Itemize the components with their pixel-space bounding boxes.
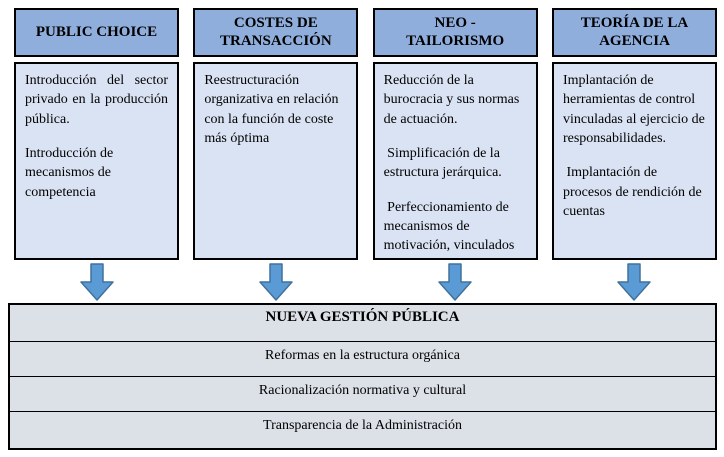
result-table-row: Reformas en la estructura orgánica [10, 342, 715, 377]
column-costes-de-transaccion [193, 8, 358, 260]
column-teoria-de-la-agencia [552, 8, 717, 260]
column-body-teoria-de-la-agencia [552, 62, 717, 260]
body-paragraph: Simplificación de la estructura jerárquica. [383, 145, 504, 181]
column-body-neo-tailorismo [373, 62, 538, 260]
column-header-neo-tailorismo: NEO - TAILORISMO [373, 8, 538, 57]
body-paragraph: Implantación de herramientas de control vinculadas al ejercicio de responsabilidades. [562, 73, 709, 146]
result-table [8, 303, 717, 450]
down-arrow-icon [373, 263, 538, 303]
column-body-costes-de-transaccion [193, 62, 358, 260]
result-table-row: Racionalización normativa y cultural [10, 377, 715, 412]
body-paragraph: Introducción del sector privado en la producción pública. [25, 73, 168, 127]
body-paragraph: Perfeccionamiento de mecanismos de motivación, vinculados [383, 199, 515, 254]
body-paragraph: Implantación de procesos de rendición de cuentas [562, 165, 706, 219]
body-paragraph: Reestructuración organizativa en relación con la función de coste más óptima [204, 73, 343, 146]
column-header-costes-de-transaccion: COSTES DE TRANSACCIÓN [193, 8, 358, 57]
result-table-row: Transparencia de la Administración [263, 418, 462, 433]
column-public-choice [14, 8, 179, 260]
column-neo-tailorismo [373, 8, 538, 260]
down-arrow-icon [14, 263, 179, 303]
down-arrow-icon [552, 263, 717, 303]
column-header-public-choice: PUBLIC CHOICE [14, 8, 179, 57]
body-paragraph: Reducción de la burocracia y sus normas de actuación. [383, 73, 523, 127]
column-body-public-choice [14, 62, 179, 260]
body-paragraph: Introducción de mecanismos de competencia [25, 145, 114, 200]
result-table-title: NUEVA GESTIÓN PÚBLICA [10, 305, 715, 342]
down-arrow-icon [193, 263, 358, 303]
column-header-teoria-de-la-agencia: TEORÍA DE LA AGENCIA [552, 8, 717, 57]
arrow-row [0, 260, 724, 303]
